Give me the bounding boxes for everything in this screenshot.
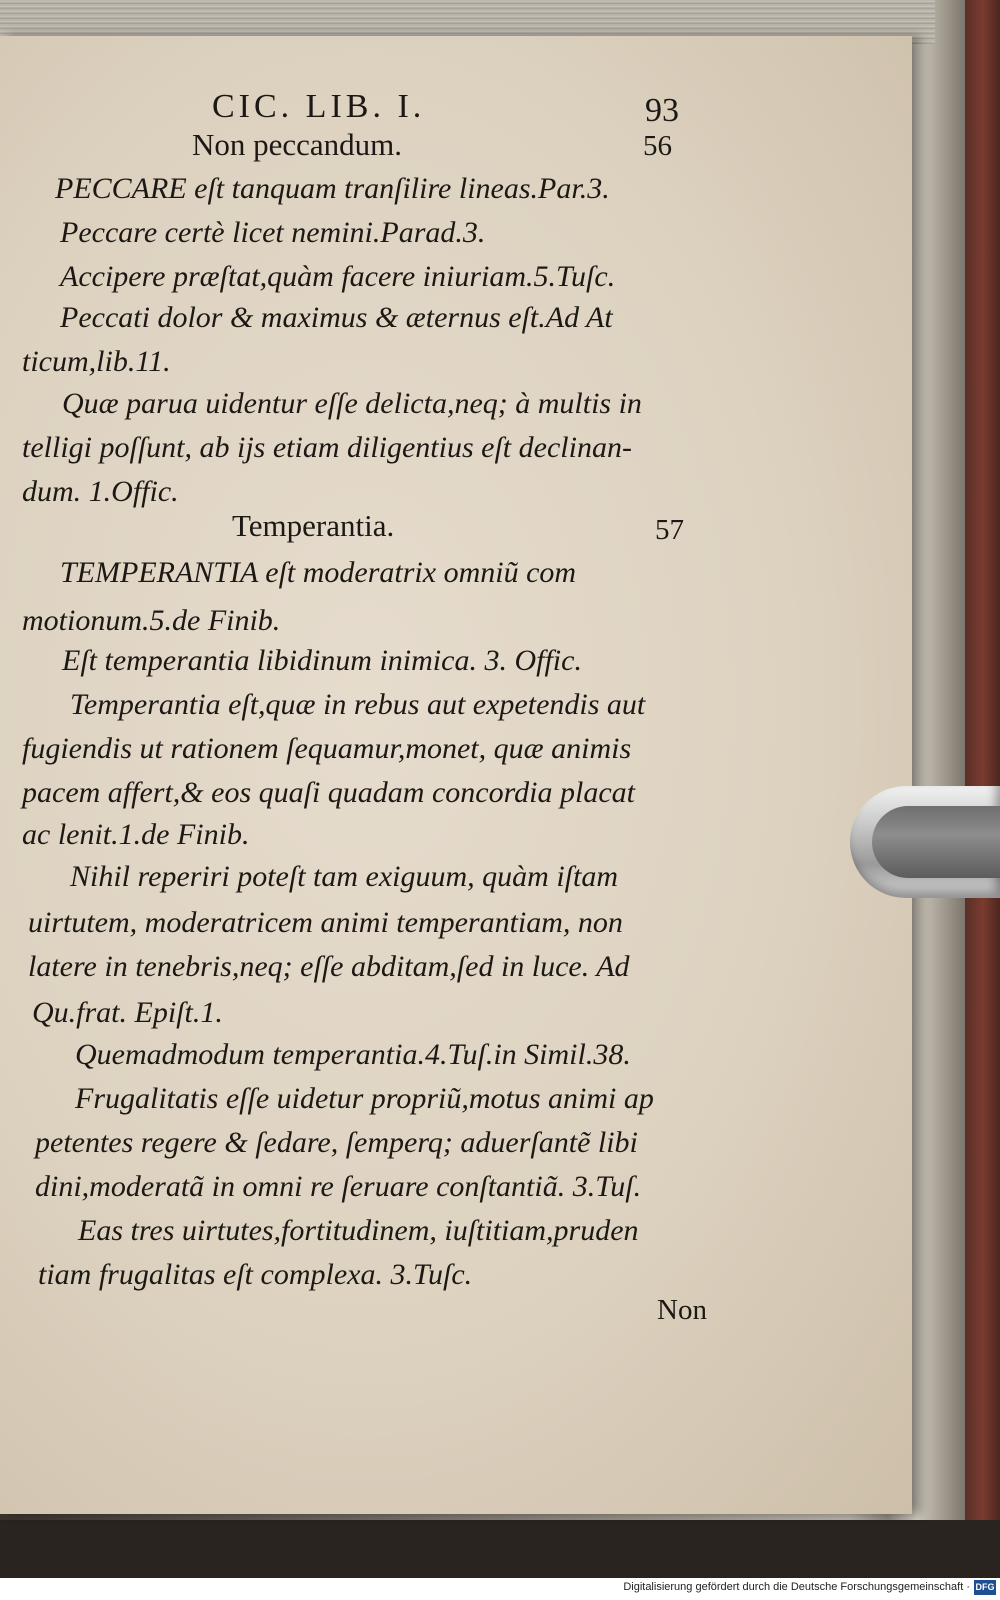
- book-clasp-inner: [872, 806, 1000, 878]
- text-line: Qu.frat. Epiſt.1.: [32, 996, 223, 1029]
- text-line: telligi poſſunt, ab ijs etiam diligentius eſt declinan-: [22, 431, 632, 464]
- text-line: pacem affert,& eos quaſi quadam concordia placat: [22, 776, 635, 809]
- text-line: Eſt temperantia libidinum inimica. 3. Offic.: [62, 644, 582, 677]
- text-line: petentes regere & ſedare, ſemperq; aduerſantẽ libi: [35, 1126, 638, 1159]
- text-line: PECCARE eſt tanquam tranſilire lineas.Par.3.: [55, 172, 610, 205]
- section-title-non-peccandum: Non peccandum.: [192, 127, 403, 162]
- text-line: Eas tres uirtutes,fortitudinem, iuſtitiam,pruden: [78, 1214, 639, 1247]
- text-line: uirtutem, moderatricem animi temperantiam, non: [28, 906, 623, 939]
- text-line: Frugalitatis eſſe uidetur propriũ,motus animi ap: [75, 1082, 654, 1115]
- section-number: 56: [643, 130, 672, 162]
- text-line: Peccare certè licet nemini.Parad.3.: [60, 216, 486, 249]
- text-line: Quæ parua uidentur eſſe delicta,neq; à multis in: [62, 387, 642, 420]
- text-line: ac lenit.1.de Finib.: [22, 818, 250, 851]
- text-line: latere in tenebris,neq; eſſe abditam,ſed in luce. Ad: [28, 950, 630, 983]
- page-number: 93: [645, 92, 679, 129]
- text-line: fugiendis ut rationem ſequamur,monet, quæ animis: [22, 732, 632, 765]
- text-line: Nihil reperiri poteſt tam exiguum, quàm iſtam: [70, 860, 619, 893]
- book-page: [0, 36, 912, 1514]
- text-line: Peccati dolor & maximus & æternus eſt.Ad At: [60, 301, 613, 334]
- funding-credit: Digitalisierung gefördert durch die Deutsche Forschungsgemeinschaft ·: [623, 1581, 970, 1593]
- text-line: motionum.5.de Finib.: [22, 604, 281, 637]
- section-title-temperantia: Temperantia.: [232, 508, 395, 543]
- text-line: Temperantia eſt,quæ in rebus aut expetendis aut: [70, 688, 646, 721]
- dfg-logo: DFG: [974, 1580, 996, 1595]
- catchword: Non: [657, 1294, 707, 1326]
- text-line: ticum,lib.11.: [22, 345, 171, 378]
- text-line: dini,moderatã in omni re ſeruare conſtantiã. 3.Tuſ.: [35, 1170, 642, 1203]
- text-line: Quemadmodum temperantia.4.Tuſ.in Simil.38.: [75, 1038, 631, 1071]
- book-cover: [965, 0, 1000, 1520]
- running-title: CIC. LIB. I.: [212, 88, 426, 125]
- text-line: Accipere præſtat,quàm facere iniuriam.5.Tuſc.: [60, 260, 616, 293]
- text-line: tiam frugalitas eſt complexa. 3.Tuſc.: [38, 1258, 473, 1291]
- text-line: dum. 1.Offic.: [22, 475, 179, 508]
- text-line: TEMPERANTIA eſt moderatrix omniũ com: [60, 556, 577, 589]
- section-number: 57: [655, 514, 684, 546]
